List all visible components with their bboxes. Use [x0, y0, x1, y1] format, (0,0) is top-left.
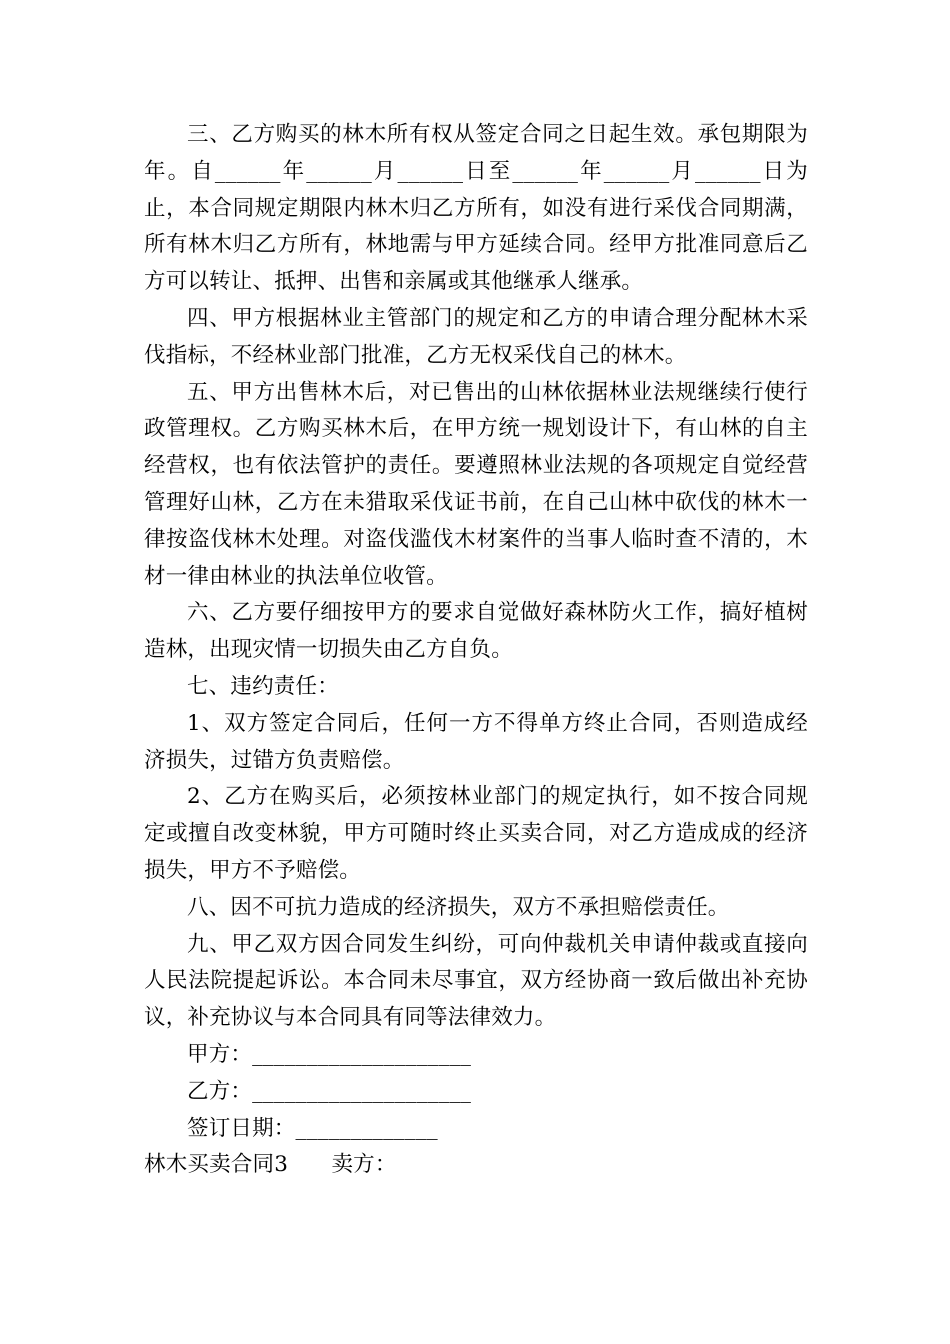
signing-date-line: 签订日期：_____________ [187, 1115, 438, 1141]
clause-6-paragraph: 六、乙方要仔细按甲方的要求自觉做好森林防火工作，搞好植树造林，出现灾情一切损失由乙方自负。 [144, 600, 808, 663]
clause-9-paragraph: 九、甲乙双方因合同发生纠纷，可向仲裁机关申请仲裁或直接向人民法院提起诉讼。本合同未尽事宜，双方经协商一致后做出补充协议，补充协议与本合同具有同等法律效力。 [144, 931, 808, 1031]
party-a-signature-line: 甲方：____________________ [187, 1041, 472, 1067]
clause-5-paragraph: 五、甲方出售林木后，对已售出的山林依据林业法规继续行使行政管理权。乙方购买林木后，在甲方统一规划设计下，有山林的自主经营权，也有依法管护的责任。要遵照林业法规的各项规定自觉经营管理好山林，乙方在未猎取采伐证书前，在自己山林中砍伐的林木一律按盗伐林木处理。对盗伐滥伐木材案件的当事人临时查不清的，木材一律由林业的执法单位收管。 [144, 379, 808, 589]
clause-7-heading: 七、违约责任： [187, 673, 339, 699]
clause-3-paragraph: 三、乙方购买的林木所有权从签定合同之日起生效。承包期限为年。自______年______月______日至______年______月______日为止，本合同规定期限内林木归乙方所有，如没有进行采伐合同期满，所有林木归乙方所有，林地需与甲方延续合同。经甲方批准同意后乙方可以转让、抵押、出售和亲属或其他继承人继承。 [144, 122, 808, 295]
clause-4-paragraph: 四、甲方根据林业主管部门的规定和乙方的申请合理分配林木采伐指标，不经林业部门批准，乙方无权采伐自己的林木。 [144, 305, 808, 368]
party-b-signature-line: 乙方：____________________ [187, 1078, 472, 1104]
document-body [144, 117, 808, 1184]
clause-7-item-2: 2、乙方在购买后，必须按林业部门的规定执行，如不按合同规定或擅自改变林貌，甲方可随时终止买卖合同，对乙方造成成的经济损失，甲方不予赔偿。 [144, 784, 808, 883]
clause-8-paragraph: 八、因不可抗力造成的经济损失，双方不承担赔偿责任。 [187, 894, 730, 920]
next-contract-heading: 林木买卖合同3 卖方： [144, 1152, 397, 1178]
clause-7-item-1: 1、双方签定合同后，任何一方不得单方终止合同，否则造成经济损失，过错方负责赔偿。 [144, 710, 808, 773]
